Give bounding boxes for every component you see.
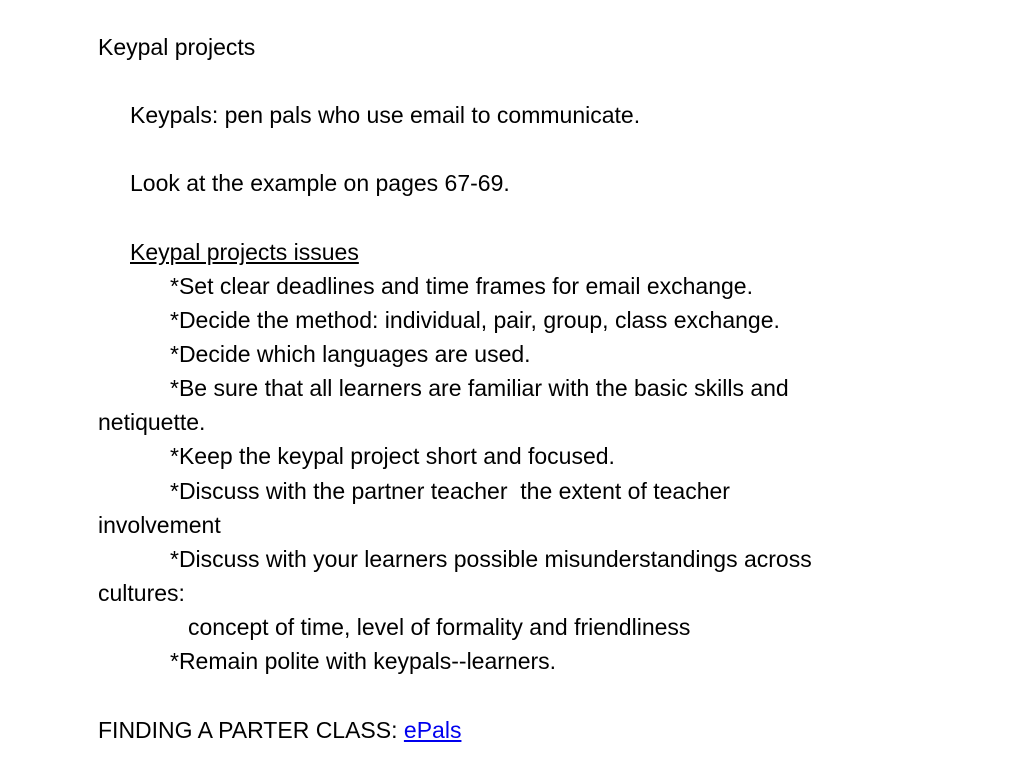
- issue-skills-continued: netiquette.: [98, 409, 206, 435]
- issue-cultures-detail: concept of time, level of formality and friendliness: [188, 614, 691, 640]
- issue-polite: *Remain polite with keypals--learners.: [170, 648, 557, 674]
- epals-link[interactable]: ePals: [403, 717, 462, 743]
- issue-skills: *Be sure that all learners are familiar with the basic skills and: [170, 375, 789, 401]
- finding-partner-label: FINDING A PARTER CLASS:: [98, 717, 404, 743]
- keypal-definition: Keypals: pen pals who use email to communicate.: [130, 102, 641, 128]
- issue-cultures-continued: cultures:: [98, 580, 185, 606]
- issue-short: *Keep the keypal project short and focused.: [170, 443, 615, 469]
- slide-title: Keypal projects: [98, 34, 256, 60]
- issues-heading: Keypal projects issues: [130, 239, 359, 265]
- issue-partner-continued: involvement: [98, 512, 221, 538]
- issue-cultures: *Discuss with your learners possible misunderstandings across: [170, 546, 812, 572]
- finding-partner-line: [98, 715, 461, 745]
- example-note: Look at the example on pages 67-69.: [130, 170, 510, 196]
- issue-deadlines: *Set clear deadlines and time frames for email exchange.: [170, 273, 753, 299]
- issue-method: *Decide the method: individual, pair, group, class exchange.: [170, 307, 780, 333]
- issue-languages: *Decide which languages are used.: [170, 341, 531, 367]
- issue-partner: *Discuss with the partner teacher the extent of teacher: [170, 478, 730, 504]
